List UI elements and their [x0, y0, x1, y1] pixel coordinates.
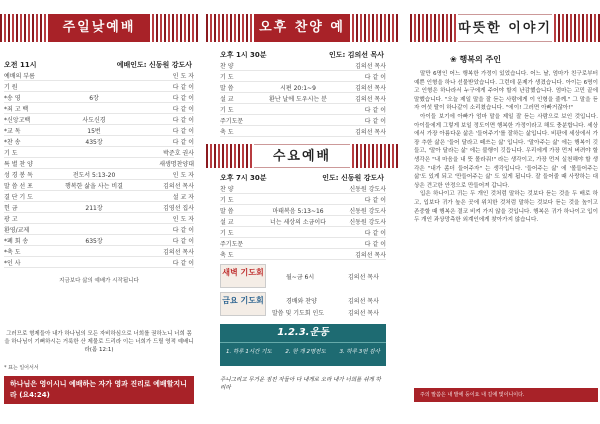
- banner-stripes-right: [350, 14, 398, 42]
- order-row: [4, 180, 194, 191]
- order-right: 김의선 목사: [163, 248, 194, 256]
- movement-item: 1. 하루 1시간 기도: [226, 349, 272, 355]
- order-label: 기 도: [220, 73, 234, 81]
- order-row: [220, 60, 386, 71]
- movement-title: 1.2.3.운동: [220, 324, 386, 343]
- order-row: [4, 202, 194, 213]
- order-right: 신동원 강도사: [349, 218, 386, 226]
- order-row: [4, 246, 194, 257]
- sunday-title: 주일낮예배: [48, 14, 150, 42]
- banner-stripes-left: [410, 14, 458, 42]
- dawn-prayer-label: 새벽 기도회: [220, 264, 266, 288]
- sunday-bottom-verse: 하나님은 영이시니 예배하는 자가 영과 진리로 예배할지니라 (요4:24): [4, 376, 194, 404]
- order-label: 특 별 찬 양: [4, 160, 33, 168]
- friday-prayer-label: 금요 기도회: [220, 292, 266, 316]
- story-paragraph: 입은 하나이고 귀는 두 개인 것처럼 말하는 것보다 듣는 것을 두 배로 하고, 입보다 귀가 높은 곳에 위치한 것처럼 말하는 것보다 듣는 것을 높이고 존중할 때 행복은 결코 비켜 가지 않을 것입니다. 행복은 귀가 하나이고 입이 두 개인 과상망측한 외계인에게 찾아가지 않습니다.: [414, 191, 598, 224]
- movement-box: [220, 324, 386, 366]
- order-row: [4, 257, 194, 268]
- order-right: 다 같 이: [364, 117, 386, 125]
- order-row: [220, 126, 386, 137]
- order-right: 김의선 목사: [355, 84, 386, 92]
- banner-stripes-right: [150, 14, 198, 42]
- order-label: 축 도: [220, 251, 234, 259]
- order-row: [4, 103, 194, 114]
- afternoon-wednesday-panel: [206, 0, 398, 424]
- order-right: 다 같 이: [172, 116, 194, 124]
- order-row: [220, 205, 386, 216]
- flower-icon: ❀: [450, 55, 460, 64]
- movement-item: 3. 하루 3번 감사: [339, 349, 380, 355]
- order-label: 기 도: [220, 106, 234, 114]
- order-middle: 635장: [85, 237, 103, 245]
- order-label: *인 사: [4, 259, 21, 267]
- story-subtitle-text: 행복의 주인: [459, 55, 501, 64]
- order-label: 기 도: [220, 229, 234, 237]
- order-right: 다 같 이: [172, 259, 194, 267]
- movement-item: 2. 한 개 2명전도: [285, 349, 326, 355]
- friday-line1: 경배와 찬양: [286, 298, 317, 305]
- order-right: 다 같 이: [172, 226, 194, 234]
- order-right: 다 같 이: [172, 237, 194, 245]
- order-right: 다 같 이: [172, 94, 194, 102]
- order-row: [220, 71, 386, 82]
- order-right: 인 도 자: [172, 215, 194, 223]
- order-row: [220, 104, 386, 115]
- banner-stripes-left: [0, 14, 48, 42]
- afternoon-leader: 인도: 김의선 목사: [328, 51, 384, 59]
- order-row: [220, 183, 386, 194]
- banner-stripes-left: [206, 144, 254, 168]
- order-label: 주기도문: [220, 240, 244, 248]
- order-right: 김영선 집사: [163, 204, 194, 212]
- wednesday-time: 오후 7시 30분: [220, 174, 267, 182]
- order-row: [4, 213, 194, 224]
- order-row: [4, 235, 194, 246]
- order-label: 찬 양: [220, 62, 234, 70]
- order-middle: 6장: [89, 94, 99, 102]
- order-row: [4, 191, 194, 202]
- afternoon-title: 오후 찬양 예배: [254, 14, 350, 42]
- order-middle: 시편 20:1~9: [280, 84, 316, 92]
- order-right: 다 같 이: [364, 73, 386, 81]
- sunday-worship-panel: [0, 0, 198, 424]
- order-label: 결 단 기 도: [4, 193, 33, 201]
- order-label: 설 교: [220, 218, 234, 226]
- story-title: 따뜻한 이야기: [458, 14, 552, 42]
- order-middle: 15번: [87, 127, 101, 135]
- dawn-prayer-leader: 김의선 목사: [348, 274, 379, 281]
- order-right: 다 같 이: [172, 127, 194, 135]
- order-right: 다 같 이: [172, 83, 194, 91]
- order-label: 말 씀: [220, 84, 234, 92]
- order-row: [220, 227, 386, 238]
- order-middle: 환난 날에 도우시는 분: [269, 95, 327, 103]
- order-label: 헌 금: [4, 204, 18, 212]
- order-label: 찬 양: [220, 185, 234, 193]
- order-right: 설 교 자: [172, 193, 194, 201]
- order-right: 다 같 이: [364, 240, 386, 248]
- order-row: [4, 81, 194, 92]
- order-row: [220, 115, 386, 126]
- order-label: 기 도: [220, 196, 234, 204]
- sunday-verse: 그러므로 형제들아 내가 하나님의 모든 자비하심으로 너희를 권하노니 너희 몸을 하나님이 기뻐하시는 거룩한 산 제물로 드리라 이는 너희가 드릴 영적 예배니라(롬 12:1): [4, 331, 194, 353]
- order-row: [220, 82, 386, 93]
- order-right: 인 도 자: [172, 72, 194, 80]
- order-label: 기 원: [4, 83, 18, 91]
- movement-items: [220, 343, 386, 359]
- story-body: [414, 70, 598, 225]
- order-row: [4, 158, 194, 169]
- order-row: [4, 114, 194, 125]
- sunday-order-list: [4, 70, 194, 268]
- standing-footnote: * 표는 일어서서: [4, 365, 39, 371]
- order-label: *축 도: [4, 248, 21, 256]
- order-right: 김의선 목사: [355, 95, 386, 103]
- order-right: 다 같 이: [364, 106, 386, 114]
- order-middle: 사도신경: [82, 116, 106, 124]
- order-label: 축 도: [220, 128, 234, 136]
- friday-line2: 말씀 및 기도회 인도: [272, 310, 325, 317]
- order-row: [220, 238, 386, 249]
- order-right: 신동원 강도사: [349, 185, 386, 193]
- wednesday-order-list: [220, 183, 386, 260]
- order-row: [220, 93, 386, 104]
- order-right: 다 같 이: [364, 229, 386, 237]
- order-row: [4, 92, 194, 103]
- order-label: 환영/교제: [4, 226, 30, 234]
- banner-stripes-left: [206, 14, 254, 42]
- order-right: 김의선 목사: [163, 182, 194, 190]
- order-row: [4, 169, 194, 180]
- order-middle: 211장: [85, 204, 103, 212]
- sunday-leader: 예배인도: 신동원 강도사: [116, 61, 192, 69]
- order-right: 새생명찬양대: [159, 160, 194, 168]
- story-paragraph: 아이들 보기에 아빠가 엄마 말을 제일 잘 듣는 사람으로 보인 것입니다. 아이들에게 그렇게 보일 정도이면 행복한 가정이라고 해도 충분합니다. 세상에서 가장 아름다운 삶은 '들어주기'를 잘하는 삶입니다. 비판에 세상에서 가장 추한 삶은 '들어 달라고 떼쓰는 삶' 입니다. '말아주는 삶' 에는 행복이 깃들고, '말아 달라는 삶' 에는 불행이 깃듭니다. 우리에게 가장 먼저 버려야 할 생각은 "내 마음을 내 뜻 몰라줘!" 라는 생각이고, 가장 먼저 실천해야 할 생각은 "내가 좀더 들어주자" 는 생각입니다. '들어주는 삶' 에 '볼들어주는 삶'도 있게 되고 '만들어주는 삶' 도 있게 됩니다. 잘 들어줄 때 사랑하는 대상은 견고한 안정으로 만들어져 갑니다.: [414, 113, 598, 189]
- wednesday-leader: 인도: 신동원 강도사: [322, 174, 384, 182]
- order-row: [4, 125, 194, 136]
- sunday-title-banner: [0, 14, 198, 42]
- order-right: 김의선 목사: [355, 251, 386, 259]
- order-middle: 435장: [85, 138, 103, 146]
- wednesday-title-banner: [206, 144, 398, 168]
- order-right: 김의선 목사: [355, 128, 386, 136]
- order-middle: 너는 세상의 소금이다: [270, 218, 326, 226]
- order-right: 김의선 목사: [355, 62, 386, 70]
- dawn-prayer-time: 월~금 6시: [286, 274, 315, 281]
- wednesday-title: 수요예배: [254, 144, 350, 168]
- friday-line1-leader: 김의선 목사: [348, 298, 379, 305]
- order-label: *송 영: [4, 94, 21, 102]
- order-label: *폐 회 송: [4, 237, 29, 245]
- order-label: *찬 송: [4, 138, 21, 146]
- order-right: 신동원 강도사: [349, 207, 386, 215]
- order-row: [4, 224, 194, 235]
- order-right: 다 같 이: [172, 138, 194, 146]
- banner-stripes-right: [350, 144, 398, 168]
- rest-quote: 주니그리고 무거운 짐진 자들아 다 내게로 오라 내가 너희를 쉬게 하리라: [220, 377, 381, 391]
- sunday-note-line: 지금보다 삶의 예배가 시작됩니다: [59, 278, 139, 284]
- order-label: *신앙고백: [4, 116, 31, 124]
- order-middle: 전도서 5:13-20: [72, 171, 116, 179]
- story-title-banner: [410, 14, 600, 42]
- order-row: [4, 136, 194, 147]
- order-right: 인 도 자: [172, 171, 194, 179]
- order-right: 다 같 이: [364, 196, 386, 204]
- afternoon-time: 오후 1시 30분: [220, 51, 267, 59]
- afternoon-order-list: [220, 60, 386, 137]
- order-label: 기 도: [4, 149, 18, 157]
- order-label: 말 씀 선 포: [4, 182, 33, 190]
- order-middle: 행복한 삶을 사는 비결: [65, 182, 123, 190]
- order-label: 말 씀: [220, 207, 234, 215]
- order-label: *죄 고 백: [4, 105, 29, 113]
- order-row: [220, 194, 386, 205]
- story-panel: [410, 0, 600, 424]
- order-label: 성 경 봉 독: [4, 171, 33, 179]
- order-label: 주기도문: [220, 117, 244, 125]
- order-label: 광 고: [4, 215, 18, 223]
- order-label: 설 교: [220, 95, 234, 103]
- story-paragraph: 말만 6명인 어느 행복한 가정이 있었습니다. 어느 날, 엄마가 친구로부터 예쁜 인형을 하나 선물받았습니다. 그런데 문제가 생겼습니다. 아이는 6명이고 인형은 하나라서 누구에게 주어야 할지 난감했습니다. 엄마는 고민 끝에 말했습니다. "오늘 제일 말을 잘 듣는 사람에게 이 인형을 줄께." 그 말을 듣자 여섯 딸이 하나같이 소리쳤습니다. "에이! 그러면 아빠거잖아!": [414, 71, 598, 112]
- order-row: [220, 249, 386, 260]
- order-label: 예배의 부름: [4, 72, 35, 80]
- order-right: 다 같 이: [172, 105, 194, 113]
- story-subtitle: [450, 54, 501, 65]
- banner-stripes-right: [552, 14, 600, 42]
- order-row: [4, 70, 194, 81]
- friday-line2-leader: 김의선 목사: [348, 310, 379, 317]
- sunday-time: 오전 11시: [4, 61, 37, 69]
- order-row: [4, 147, 194, 158]
- order-right: 박준호 권사: [163, 149, 194, 157]
- order-row: [220, 216, 386, 227]
- order-middle: 마태복음 5:13~16: [272, 207, 324, 215]
- order-label: *교 독: [4, 127, 21, 135]
- story-footer: 주의 말씀은 내 발에 등이요 내 길에 빛이니이다.: [414, 388, 598, 402]
